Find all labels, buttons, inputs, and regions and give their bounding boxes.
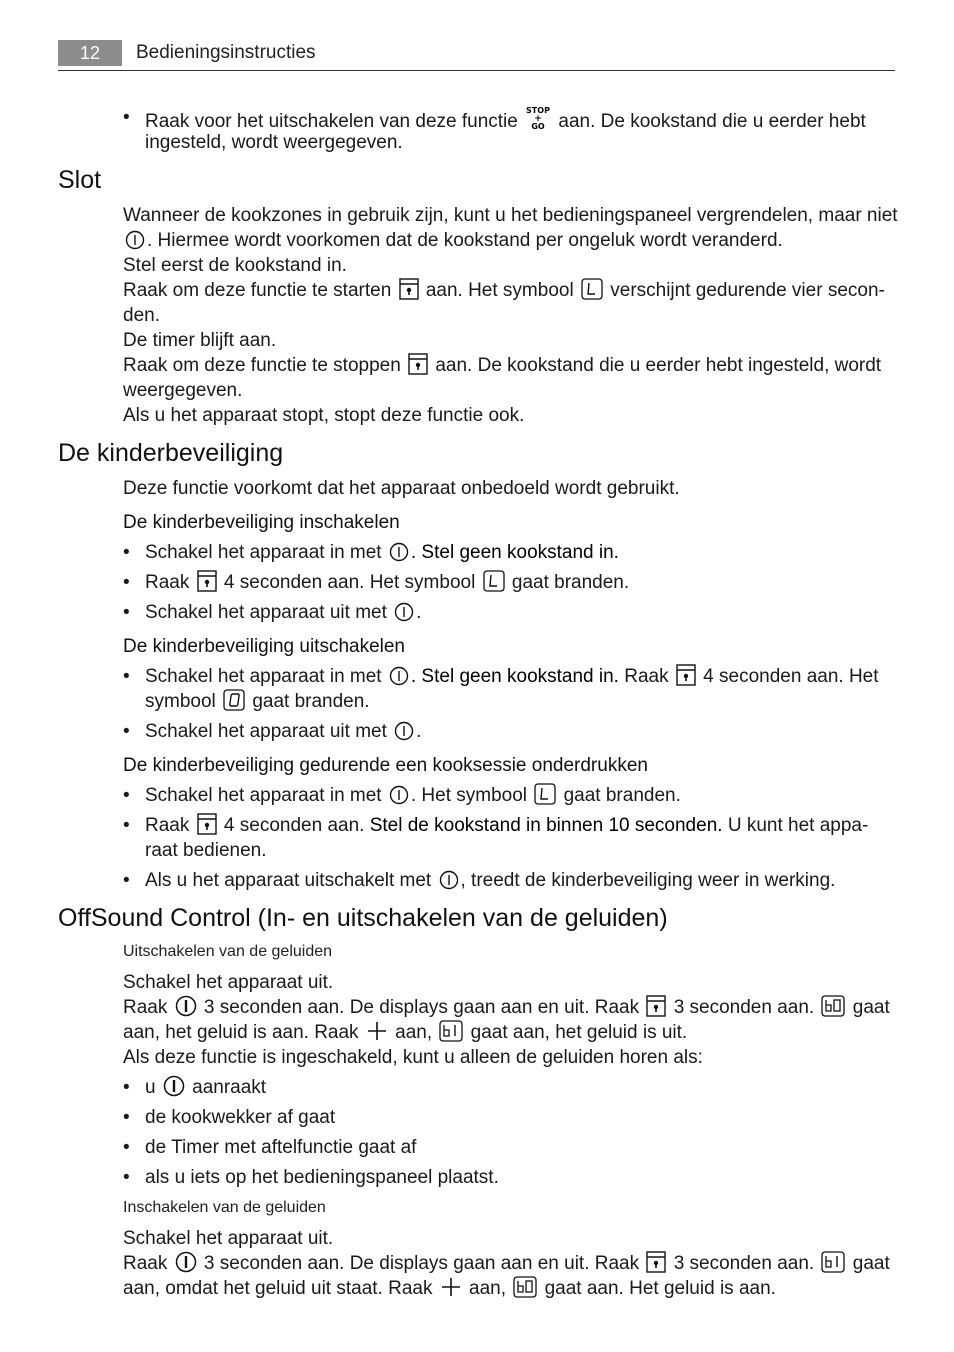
lock-icon: [197, 813, 217, 835]
b1-display-icon: [439, 1020, 463, 1042]
lock-icon: [676, 664, 696, 686]
manual-page: 12 Bedieningsinstructies • Raak voor het uitschakelen van deze functie STOP + GO aan. De kookstand die u eerder hebt ingesteld, wordt weergegeven. Slot Wanneer de kookzones in gebruik zijn, kunt u het bedieningspaneel vergrendelen, maar niet . Hiermee wordt voorkomen dat de kookstand per ongeluk wordt veranderd. Stel eerst de kookstand in. Raak om deze functie te starten aan. Het symbool verschijnt gedurende vier secon- den. De timer blijft aan. Raak om deze functie te stoppen aan. De kookstand die u eerder hebt ingesteld, wordt weergegeven. Als u het apparaat stopt, stopt deze functie ook. De kinderbeveiliging Deze functie voorkomt dat het apparaat onbedoeld wordt gebruikt. De kinderbeveiliging inschakelen • Schakel het apparaat in met . Stel geen kookstand in. • Raak 4 seconden aan. Het symbool gaat branden. • Schakel het apparaat uit met . De kinderbeveiliging uitschakelen • Schakel het apparaat in met . Stel geen kookstand in. Raak 4 seconden aan. Het symbool gaat branden. • Schakel het apparaat uit met . De kinderbeveiliging gedurende een kooksessie onderdrukken • Schakel het apparaat in met . Het symbool gaat branden. • Raak 4 seconden aan. Stel de kookstand in binnen 10 seconden. U kunt het appa- raat bedienen. • Als u het apparaat uitschakelt met , treedt de kinderbeveiliging weer in werking. OffSound Control (In- en uitschakelen van de geluiden) Uitschakelen van de geluiden Schakel het apparaat uit. Raak 3 seconden aan. De displays gaan aan en uit. Raak 3 seconden aan. gaat aan, het geluid is aan. Raak aan, gaat aan, het geluid is uit. Als deze functie is ingeschakeld, kunt u alleen de geluiden horen als: • u aanraakt • de kookwekker af gaat • de Timer met aftelfunctie gaat af • als u iets op het bedieningspaneel plaatst. Inschakelen van de geluiden Schakel het apparaat uit. Raak 3 seconden aan. De displays gaan aan en uit. Raak 3 seconden aan. gaat aan, omdat het geluid uit staat. Raak aan, gaat aan. Het geluid is aan.: [58, 42, 898, 1299]
subheading: De kinderbeveiliging gedurende een kooksessie onderdrukken: [123, 755, 648, 776]
page-header: [58, 40, 895, 71]
header-title: Bedieningsinstructies: [136, 42, 316, 63]
b0-display-icon: [821, 995, 845, 1017]
section-heading-slot: Slot: [58, 166, 102, 194]
svg-text:STOP: STOP: [526, 106, 551, 115]
subheading: De kinderbeveiliging uitschakelen: [123, 636, 406, 657]
power-icon: [389, 666, 409, 686]
section-heading-kinderbeveiliging: De kinderbeveiliging: [58, 439, 284, 467]
lock-icon: [197, 570, 217, 592]
lock-icon: [408, 353, 428, 375]
subheading: Inschakelen van de geluiden: [123, 1199, 326, 1216]
power-icon: [389, 785, 409, 805]
b1-display-icon: [821, 1251, 845, 1273]
power-icon: [163, 1075, 185, 1097]
page-number: 12: [58, 40, 122, 66]
power-icon: [175, 1251, 197, 1273]
l-display-icon: [581, 278, 603, 300]
lock-icon: [646, 995, 666, 1017]
l-display-icon: [534, 783, 556, 805]
subheading: De kinderbeveiliging inschakelen: [123, 512, 400, 533]
svg-text:GO: GO: [531, 122, 545, 131]
subheading: Uitschakelen van de geluiden: [123, 943, 333, 960]
l-display-icon: [483, 570, 505, 592]
zero-display-icon: [223, 689, 245, 711]
power-icon: [125, 230, 145, 250]
power-icon: [175, 995, 197, 1017]
lock-icon: [399, 278, 419, 300]
power-icon: [394, 721, 414, 741]
lock-icon: [646, 1251, 666, 1273]
svg-text:+: +: [534, 114, 542, 124]
power-icon: [389, 542, 409, 562]
section-heading-offsound: OffSound Control (In- en uitschakelen van de geluiden): [58, 904, 668, 932]
plus-icon: [366, 1020, 388, 1042]
power-icon: [439, 870, 459, 890]
stop-go-icon: [525, 105, 551, 131]
power-icon: [394, 602, 414, 622]
b0-display-icon: [513, 1276, 537, 1298]
plus-icon: [440, 1276, 462, 1298]
